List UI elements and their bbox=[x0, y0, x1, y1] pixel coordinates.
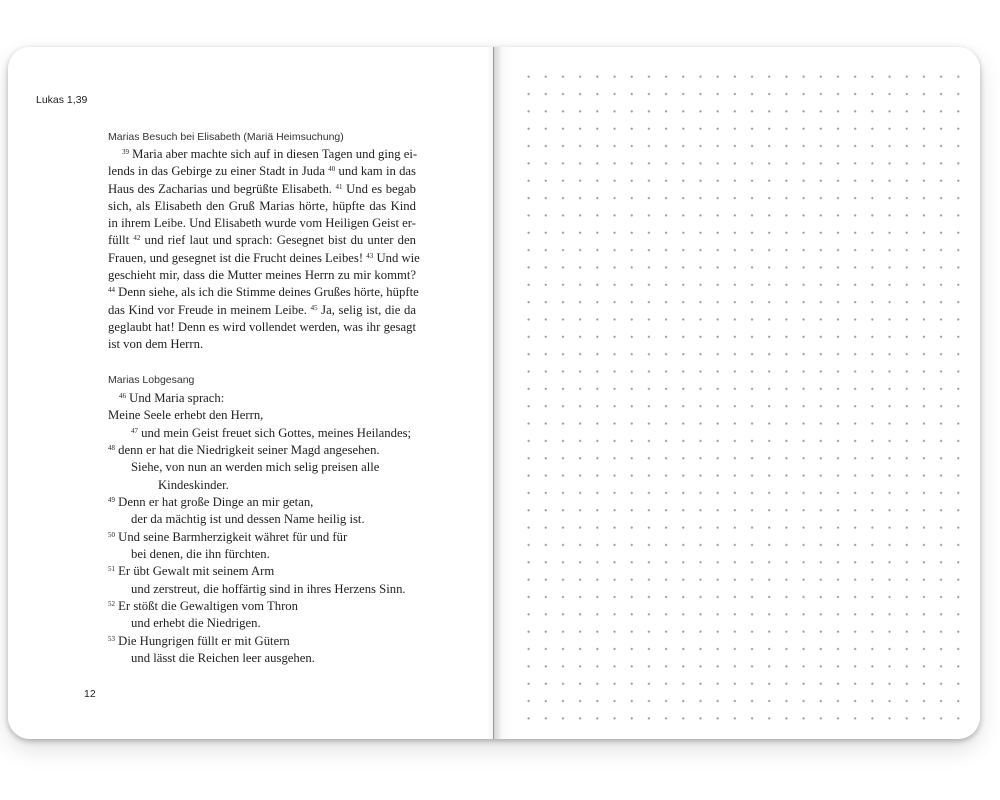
verse-line: $^{51}$ Er übt Gewalt mit seinem Arm bbox=[108, 564, 275, 579]
gutter-shadow-right bbox=[494, 47, 502, 739]
prose-line: lends in das Gebirge zu einer Stadt in Juda $^{40}$ und kam in das bbox=[108, 164, 416, 179]
prose-line: Frauen, und gesegnet ist die Frucht deines Leibes! $^{43}$ Und wie bbox=[108, 250, 420, 265]
verse-line: $^{49}$ Denn er hat große Dinge an mir getan, bbox=[108, 495, 314, 510]
prose-line: das Kind vor Freude in meinem Leibe. $^{45}$ Ja, selig ist, die da bbox=[108, 302, 416, 317]
verse-line: Siehe, von nun an werden mich selig preisen alle bbox=[131, 460, 380, 475]
verse-line: $^{52}$ Er stößt die Gewaltigen vom Thron bbox=[108, 599, 298, 614]
prose-block bbox=[108, 146, 420, 354]
prose-line: ist von dem Herrn. bbox=[108, 337, 204, 352]
verse-line: bei denen, die ihn fürchten. bbox=[131, 547, 270, 562]
verse-line: $^{50}$ Und seine Barmherzigkeit währet für und für bbox=[108, 529, 348, 544]
poem-block bbox=[108, 390, 428, 668]
verse-line: Meine Seele erhebt den Herrn, bbox=[108, 408, 264, 423]
prose-line: sich, als Elisabeth den Gruß Marias hörte, hüpfte das Kind bbox=[108, 198, 416, 213]
verse-line: und lässt die Reichen leer ausgehen. bbox=[131, 651, 315, 666]
verse-line: der da mächtig ist und dessen Name heilig ist. bbox=[131, 512, 365, 527]
prose-line: füllt $^{42}$ und rief laut und sprach: Gesegnet bist du unter den bbox=[108, 233, 416, 248]
verse-line: Kindeskinder. bbox=[158, 477, 229, 492]
verse-line: $^{48}$ denn er hat die Niedrigkeit seiner Magd angesehen. bbox=[108, 443, 380, 458]
prose-line: in ihrem Leibe. Und Elisabeth wurde vom Heiligen Geist er- bbox=[108, 216, 416, 231]
verse-line: $^{47}$ und mein Geist freuet sich Gottes, meines Heilandes; bbox=[131, 425, 412, 440]
prose-line: geglaubt hat! Denn es wird vollendet werden, was ihr gesagt bbox=[108, 319, 416, 334]
prose-line: $^{39}$ Maria aber machte sich auf in diesen Tagen und ging ei- bbox=[122, 147, 418, 161]
prose-line: $^{44}$ Denn siehe, als ich die Stimme deines Grußes hörte, hüpfte bbox=[108, 285, 419, 300]
prose-line: geschieht mir, dass die Mutter meines Herrn zu mir kommt? bbox=[108, 268, 416, 283]
verse-line: $^{46}$ Und Maria sprach: bbox=[119, 391, 225, 405]
prose-line: Haus des Zacharias und begrüßte Elisabeth. $^{41}$ Und es begab bbox=[108, 181, 416, 196]
verse-line: und erhebt die Niedrigen. bbox=[131, 616, 261, 631]
running-head: Lukas 1,39 bbox=[36, 94, 88, 106]
section-title-visit: Marias Besuch bei Elisabeth (Mariä Heimsuchung) bbox=[108, 131, 344, 143]
verse-line: $^{53}$ Die Hungrigen füllt er mit Gütern bbox=[108, 633, 290, 648]
page-number: 12 bbox=[84, 688, 96, 700]
verse-line: und zerstreut, die hoffärtig sind in ihres Herzens Sinn. bbox=[131, 581, 406, 596]
section-title-magnificat: Marias Lobgesang bbox=[108, 374, 195, 386]
dot-grid bbox=[520, 68, 966, 722]
